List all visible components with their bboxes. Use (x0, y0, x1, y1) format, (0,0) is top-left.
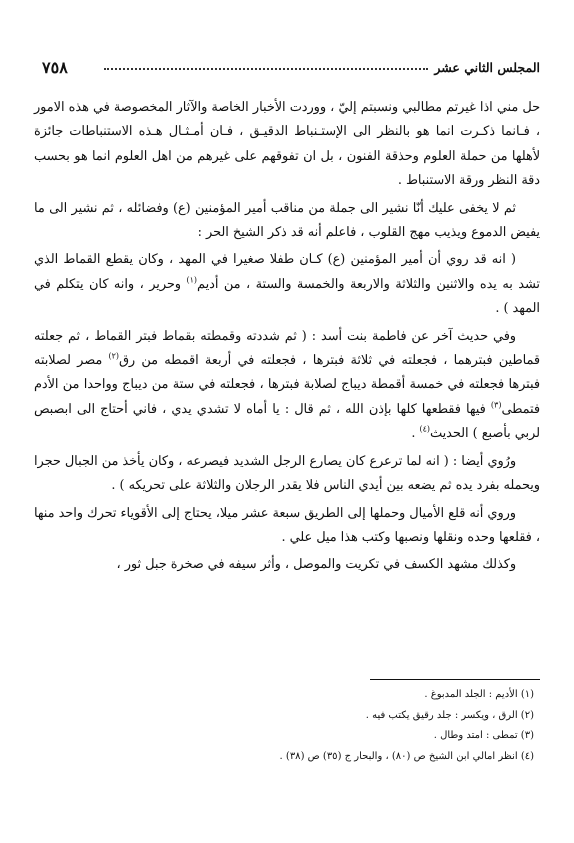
footnote-ref-1: (١) (186, 275, 198, 285)
page-body (34, 96, 540, 581)
header-dotted-rule (104, 68, 428, 70)
paragraph-1: حل مني اذا غيرتم مطالبي ونسبتم إليّ ، ووردت الأخبار الخاصة والآثار المخصوصة في هذه الامور ، فـانما ذكـرت انما هو بالنظر الى الإستـنباط الدقيـق ، فـان أمـثـال هـذه الاستنباطات جائزة لأهلها من حملة العلوم وحذقة الفنون ، بل ان تفوقهم على غيرهم من اهل العلوم انما هو بحسب دقة النظر ورقة الاستنباط . (34, 100, 540, 189)
paragraph-4-mid2: فيها فقطعها كلها بإذن الله ، ثم قال : يا أماه لا تشدي يدي ، فاني أحتاج الى ابصبص لربي بأصبع ) الحديث (34, 401, 540, 442)
footnote-3: (٣) تمطى : امتد وطال . (433, 730, 534, 741)
paragraph-6: وروي أنه قلع الأميال وحملها إلى الطريق سبعة عشر ميلا، يحتاج إلى الأقوياء تحرك واحد منها ، فقلعها وحده ونقلها ونصبها وكتب هذا ميل علي . (34, 505, 540, 545)
page-header (42, 58, 540, 82)
paragraph-4-mid: مصر لصلابته فبترها فجعلته في خمسة أقمطة ديباج لصلابة فبترها ، فجعلته في ستة من ديباج وواحدا من الأدم فتمطى (34, 353, 540, 417)
running-title: المجلس الثاني عشر (434, 60, 540, 75)
paragraph-4 (34, 325, 540, 447)
paragraph-4-end: . (411, 426, 420, 442)
footnote-ref-2: (٢) (108, 351, 119, 361)
paragraph-7: وكذلك مشهد الكسف في تكريت والموصل ، وأثر سيفه في صخرة جبل ثور ، (116, 557, 516, 573)
footnote-1: (١) الأديم : الجلد المدبوغ . (424, 689, 534, 700)
footnote-ref-3: (٣) (490, 400, 502, 410)
paragraph-5: ورُوي أيضا : ( انه لما ترعرع كان يصارع الرجل الشديد فيصرعه ، وكان يأخذ من الجبال حجرا ويحمله بفرد يده ثم يضعه بين أيدي الناس فلا يقدر الرجلان والثلاثة على تحريكه ) . (34, 453, 540, 494)
page-number: ٧٥٨ (42, 58, 68, 77)
paragraph-3 (34, 248, 540, 321)
paragraph-2: ثم لا يخفى عليك أنّا نشير الى جملة من مناقب أمير المؤمنين (ع) وفضائله ، ثم نشير الى ما يفيض الدموع ويذيب مهج القلوب ، فاعلم أنه قد ذكر الشيخ الحر : (34, 200, 540, 241)
footnote-4: (٤) انظر امالي ابن الشيخ ص (٨٠) ، والبحار ج (٣٥) ص (٣٨) . (279, 750, 534, 762)
paragraph-3-end: وحرير ، وانه كان يتكلم في المهد ) . (34, 276, 540, 317)
paragraph-4-text: وفي حديث آخر عن فاطمة بنت أسد : ( ثم شددته وقمطته بقماط فبتر القماط ، ثم جعلته قماطين فبترهما ، فجعلته في ثلاثة فبترها ، فجعلته في أربعة اقمطه من رق (34, 328, 540, 369)
footnote-2: (٢) الرق ، ويكسر : جلد رقيق يكتب فيه . (365, 709, 534, 721)
footnotes (34, 685, 534, 767)
footnote-separator (370, 679, 540, 680)
footnote-ref-4: (٤) (419, 425, 431, 435)
paragraph-3-text: ( انه قد روي أن أمير المؤمنين (ع) كـان طفلا صغيرا في المهد ، وكان يقطع القماط الذي تشد به يده والاثنين والثلاثة والاربعة والخمسة والستة ، من أديم (34, 252, 540, 292)
